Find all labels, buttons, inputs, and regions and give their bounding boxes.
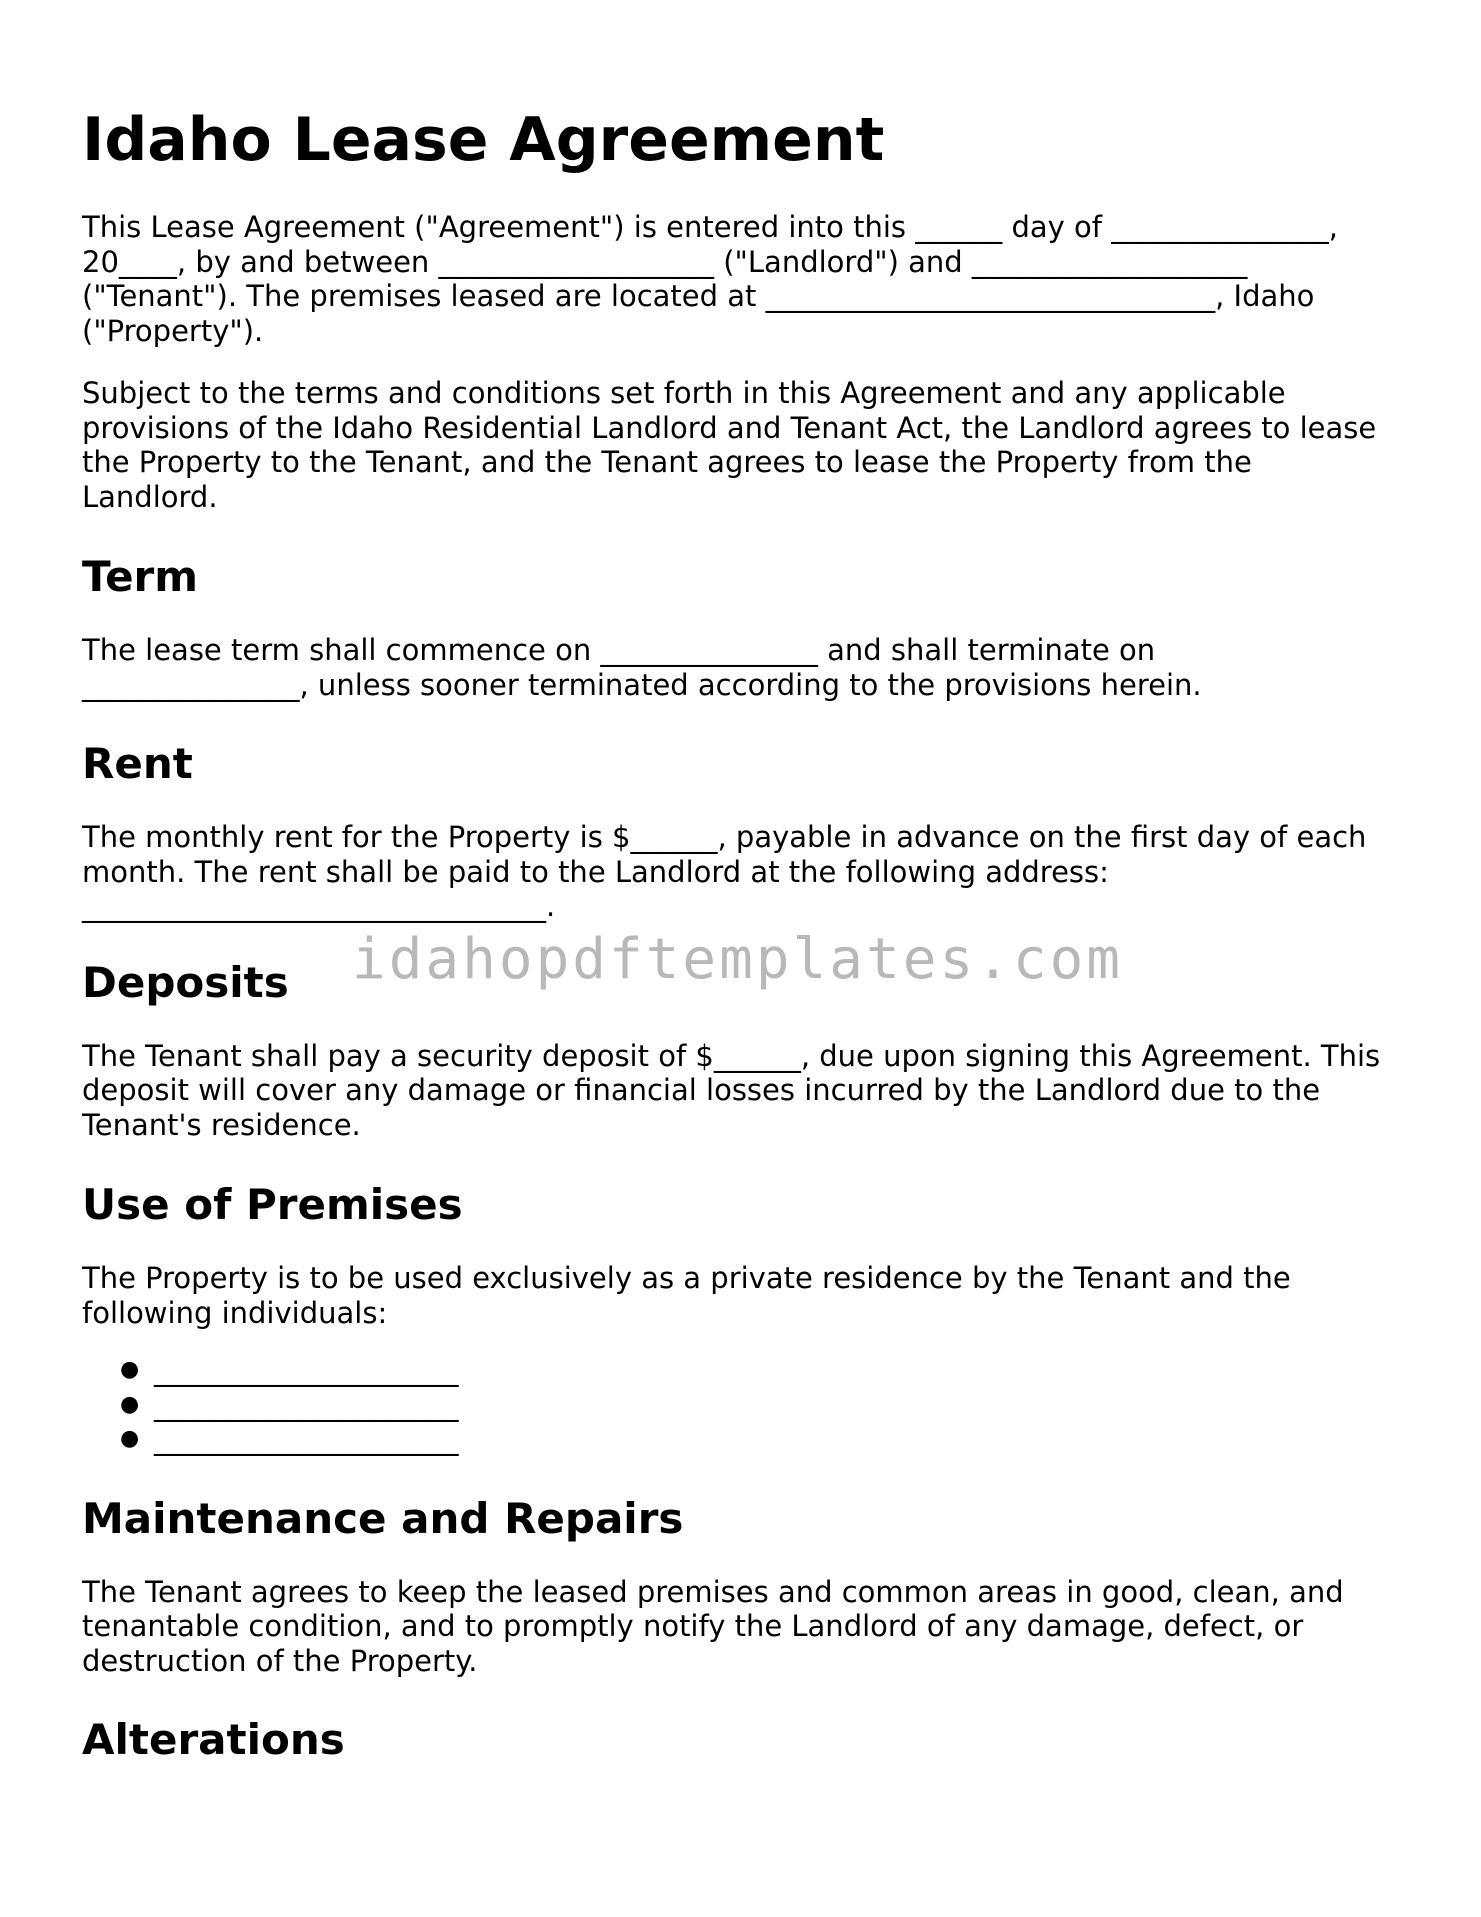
occupant-blank: _____________________: [154, 1387, 459, 1422]
subject-paragraph: Subject to the terms and conditions set forth in this Agreement and any applicable provisions of the Idaho Residential Landlord and Tenant Act, the Landlord agrees to lease the Property to the Tenant, and the Tenant agrees to lease the Property from the Landlord.: [82, 376, 1377, 514]
document-title: Idaho Lease Agreement: [82, 105, 885, 175]
intro-paragraph: This Lease Agreement ("Agreement") is entered into this ______ day of _______________, 20____, by and between ___________________ ("Landlord") and ___________________ ("Tenant"). The premises leased are located at _______________________________, Idaho ("Property").: [82, 210, 1338, 348]
deposits-paragraph: The Tenant shall pay a security deposit of $______, due upon signing this Agreement. This deposit will cover any damage or financial losses incurred by the Landlord due to the Tenant's residence.: [82, 1038, 1381, 1142]
watermark: idahopdftemplates.com: [352, 927, 1124, 992]
term-heading: Term: [82, 552, 199, 601]
deposits-heading: Deposits: [82, 957, 289, 1007]
list-item: [120, 1422, 1402, 1457]
alterations-heading: Alterations: [82, 1715, 345, 1764]
use-of-premises-paragraph: The Property is to be used exclusively as a private residence by the Tenant and the following individuals:: [82, 1261, 1291, 1330]
bullet-icon: ●: [120, 1391, 140, 1417]
occupant-blank: _____________________: [154, 1422, 459, 1456]
document-page: [82, 0, 1402, 1765]
term-paragraph: The lease term shall commence on _______________ and shall terminate on _______________, unless sooner terminated according to the provisions herein.: [82, 633, 1202, 702]
occupant-blank: _____________________: [154, 1353, 459, 1387]
list-item: [120, 1353, 1402, 1388]
occupant-list: [82, 1353, 1402, 1457]
list-item: [120, 1388, 1402, 1423]
rent-paragraph: The monthly rent for the Property is $______, payable in advance on the first day of each month. The rent shall be paid to the Landlord at the following address: ________________________________.: [82, 820, 1367, 923]
maintenance-paragraph: The Tenant agrees to keep the leased premises and common areas in good, clean, and tenantable condition, and to promptly notify the Landlord of any damage, defect, or destruction of the Property.: [82, 1574, 1344, 1678]
bullet-icon: ●: [120, 1426, 140, 1451]
use-of-premises-heading: Use of Premises: [82, 1180, 463, 1229]
maintenance-heading: Maintenance and Repairs: [82, 1493, 684, 1543]
rent-heading: Rent: [82, 739, 193, 788]
bullet-icon: ●: [120, 1357, 140, 1382]
